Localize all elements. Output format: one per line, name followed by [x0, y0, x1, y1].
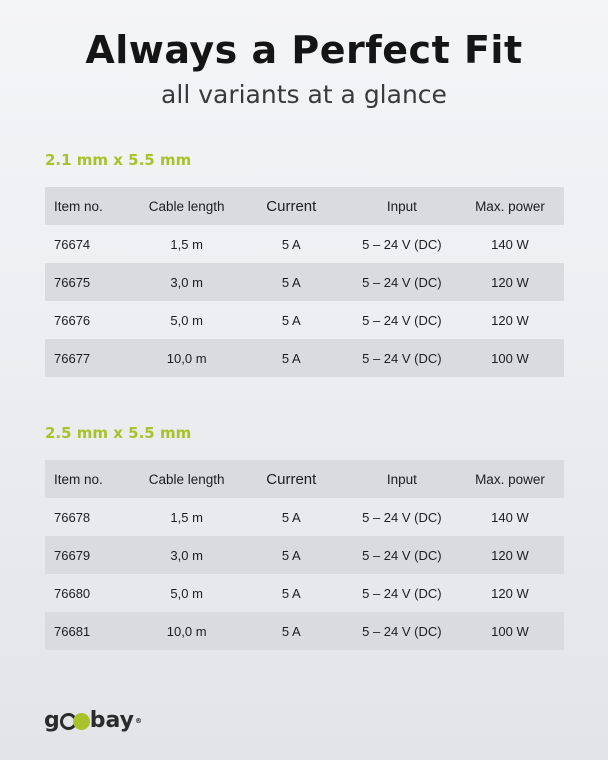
table-row: [45, 263, 564, 301]
column-header-current: Current: [266, 470, 317, 488]
cell-cable-length: 5,0 m: [170, 312, 203, 328]
cell-item-no: 76676: [54, 312, 91, 328]
goobay-logo: g bay ®: [44, 708, 143, 733]
cell-cable-length: 10,0 m: [166, 350, 207, 366]
column-header-current: Current: [266, 197, 317, 215]
cell-input: 5 – 24 V (DC): [362, 585, 442, 601]
page-title: Always a Perfect Fit: [85, 28, 523, 72]
table-row: [45, 612, 564, 650]
column-header-item-no: Item no.: [54, 471, 103, 487]
table-row: [45, 498, 564, 536]
cell-max-power: 120 W: [491, 312, 529, 328]
cell-current: 5 A: [281, 312, 301, 328]
cell-item-no: 76675: [54, 274, 91, 290]
cell-cable-length: 3,0 m: [170, 274, 203, 290]
table-row: [45, 301, 564, 339]
section-title-2: 2.5 mm x 5.5 mm: [45, 424, 192, 442]
cell-max-power: 120 W: [491, 585, 529, 601]
cell-item-no: 76674: [54, 236, 91, 252]
table-header-row: [45, 460, 564, 498]
column-header-max-power: Max. power: [475, 471, 545, 487]
cell-cable-length: 1,5 m: [170, 509, 203, 525]
column-header-max-power: Max. power: [475, 198, 545, 214]
table-row: [45, 574, 564, 612]
cell-max-power: 140 W: [491, 509, 529, 525]
cell-input: 5 – 24 V (DC): [362, 274, 442, 290]
cell-item-no: 76680: [54, 585, 91, 601]
cell-max-power: 100 W: [491, 623, 529, 639]
cell-cable-length: 1,5 m: [170, 236, 203, 252]
cell-input: 5 – 24 V (DC): [362, 547, 442, 563]
column-header-input: Input: [386, 471, 417, 487]
cell-cable-length: 10,0 m: [166, 623, 207, 639]
cell-item-no: 76678: [54, 509, 91, 525]
table-row: [45, 536, 564, 574]
column-header-cable-length: Cable length: [148, 198, 225, 214]
cell-input: 5 – 24 V (DC): [362, 312, 442, 328]
cell-max-power: 120 W: [491, 547, 529, 563]
cell-current: 5 A: [281, 274, 301, 290]
table-row: [45, 225, 564, 263]
column-header-input: Input: [386, 198, 417, 214]
cell-current: 5 A: [281, 236, 301, 252]
variants-table-2: [45, 460, 564, 650]
column-header-item-no: Item no.: [54, 198, 103, 214]
table-row: [45, 339, 564, 377]
cell-cable-length: 5,0 m: [170, 585, 203, 601]
section-title-1: 2.1 mm x 5.5 mm: [45, 151, 192, 169]
cell-current: 5 A: [281, 509, 301, 525]
cell-max-power: 100 W: [491, 350, 529, 366]
table-header-row: [45, 187, 564, 225]
variants-table-1: [45, 187, 564, 377]
cell-current: 5 A: [281, 547, 301, 563]
cell-current: 5 A: [281, 350, 301, 366]
cell-cable-length: 3,0 m: [170, 547, 203, 563]
cell-item-no: 76681: [54, 623, 91, 639]
page-subtitle: all variants at a glance: [161, 80, 447, 109]
cell-input: 5 – 24 V (DC): [362, 236, 442, 252]
cell-item-no: 76679: [54, 547, 91, 563]
cell-current: 5 A: [281, 585, 301, 601]
cell-max-power: 140 W: [491, 236, 529, 252]
cell-input: 5 – 24 V (DC): [362, 350, 442, 366]
cell-current: 5 A: [281, 623, 301, 639]
cell-max-power: 120 W: [491, 274, 529, 290]
cell-input: 5 – 24 V (DC): [362, 509, 442, 525]
cell-input: 5 – 24 V (DC): [362, 623, 442, 639]
column-header-cable-length: Cable length: [148, 471, 225, 487]
cell-item-no: 76677: [54, 350, 91, 366]
